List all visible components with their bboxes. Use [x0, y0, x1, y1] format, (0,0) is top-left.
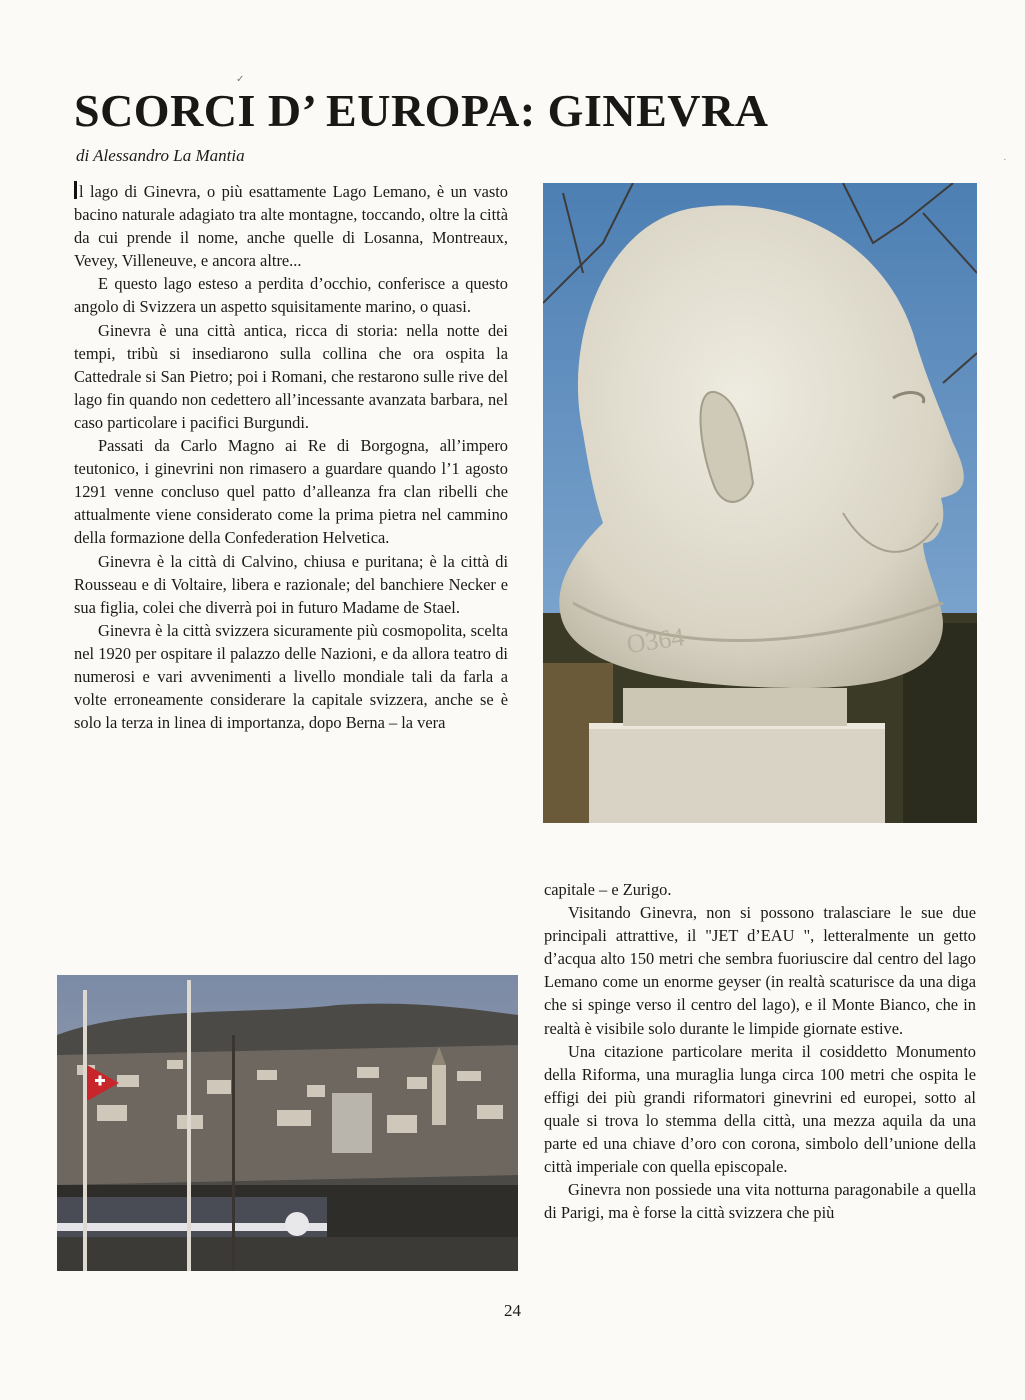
paragraph: Ginevra è una città antica, ricca di storia: nella notte dei tempi, tribù si insediarono sulla collina che ora ospita la Cattedrale si San Pietro; poi i Romani, che restarono sulle rive del lago fin quando non cedettero all’incessante avanzata barbara, nel caso particolare i pacifici Burgundi. — [74, 320, 508, 432]
paragraph: Ginevra è la città di Calvino, chiusa e puritana; è la città di Rousseau e di Voltaire, libera e razionale; del banchiere Necker e sua figlia, colei che diverrà poi in futuro Madame de Stael. — [74, 551, 508, 617]
print-mark: ✓ — [236, 74, 245, 85]
right-text-column — [544, 878, 976, 1224]
article-title: SCORCI D’ EUROPA: GINEVRA — [74, 85, 769, 136]
left-text-column — [74, 180, 508, 734]
paragraph: Ginevra è la città svizzera sicuramente più cosmopolita, scelta nel 1920 per ospitare il palazzo delle Nazioni, e da allora teatro di numerosi e vari avvenimenti a livello mondiale tali da farla a volte erroneamente considerare la capitale svizzera, anche se è solo la terza in linea di importanza, dopo Berna – la vera — [74, 620, 508, 733]
paragraph: Una citazione particolare merita il cosiddetto Monumento della Riforma, una muraglia lunga circa 100 metri che ospita le effigi dei più grandi riformatori ginevrini ed europei, sotto al quale si trova lo stemma della città, una mezza aquila da una parte ed una chiave d’oro con corona, simbolo dell’unione della città imperiale con quella episcopale. — [544, 1041, 976, 1177]
paragraph: Ginevra non possiede una vita notturna paragonabile a quella di Parigi, ma è forse la città svizzera che più — [544, 1180, 976, 1223]
bust-illustration — [543, 183, 977, 823]
city-harbor-photo — [57, 975, 518, 1271]
bust-engraving: O364 — [624, 622, 687, 659]
paragraph: E questo lago esteso a perdita d’occhio, conferisce a questo angolo di Svizzera un aspetto squisitamente marino, o quasi. — [74, 274, 508, 317]
page-number: 24 — [504, 1301, 521, 1320]
paragraph: Passati da Carlo Magno ai Re di Borgogna, all’impero teutonico, i ginevrini non rimasero a guardare quando l’1 agosto 1291 venne concluso quel patto d’alleanza fra clan ribelli che attualmente viene considerato come la prima pietra nel cammino della formazione della Confederation Helvetica. — [74, 436, 508, 548]
paragraph: capitale – e Zurigo. — [544, 880, 672, 899]
print-mark: · — [1003, 154, 1007, 166]
paragraph-text: l lago di Ginevra, o più esattamente Lago Lemano, è un vasto bacino naturale adagiato tra alte montagne, toccando, oltre la città da cui prende il nome, anche quelle di Losanna, Montreaux, Vevey, Villeneuve, e ancora altre... — [74, 182, 508, 271]
article-byline: di Alessandro La Mantia — [76, 146, 245, 165]
city-illustration — [57, 975, 518, 1271]
drop-bar — [74, 181, 77, 199]
paragraph: Visitando Ginevra, non si possono tralasciare le sue due principali attrattive, il "JET d’EAU ", letteralmente un getto d’acqua alto 150 metri che sembra fuoriuscire dal centro del lago Lemano come un enorme geyser (in realtà scaturisce da una diga che si spinge verso il centro del lago), e il Monte Bianco, che in realtà è visibile solo durante le limpide giornate estive. — [544, 903, 976, 1038]
bust-sculpture-photo — [543, 183, 977, 823]
paragraph — [74, 180, 508, 272]
